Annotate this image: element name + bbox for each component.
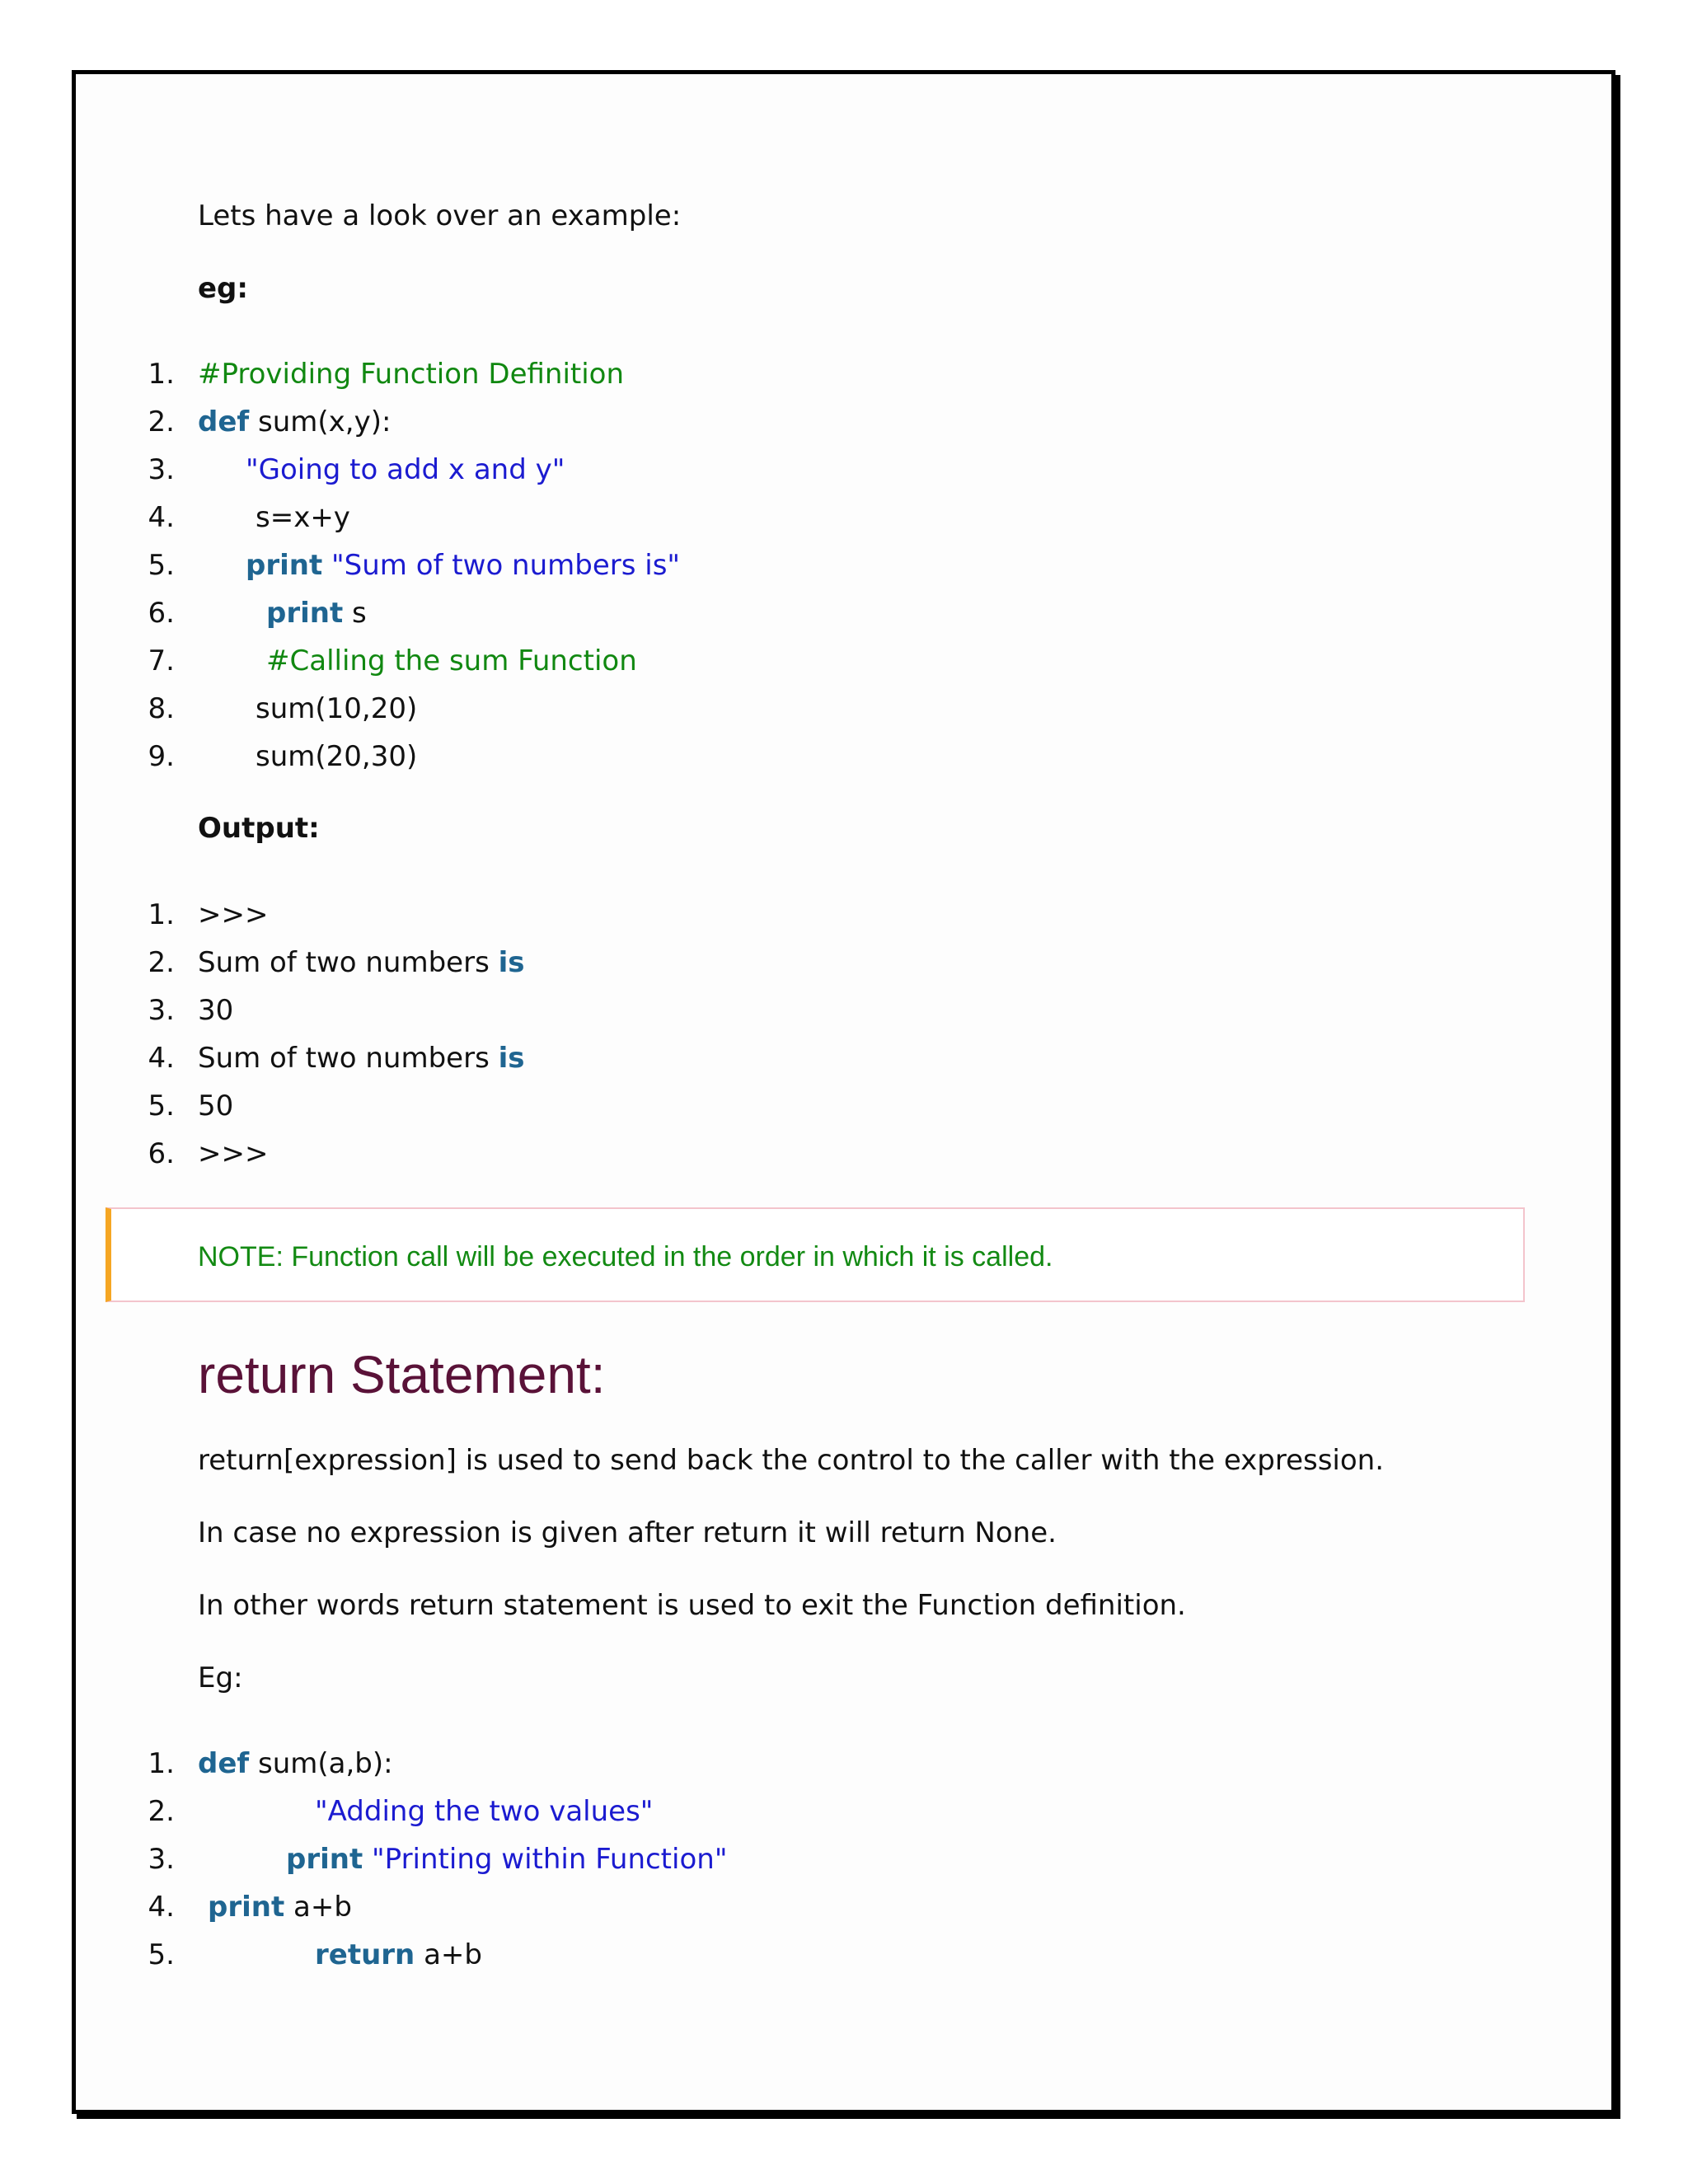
eg-label: Eg:: [198, 1661, 243, 1694]
code-string: "Printing within Function": [363, 1843, 728, 1876]
keyword: is: [498, 946, 525, 979]
line-number: 5.: [148, 1938, 175, 1971]
code-comment: #Calling the sum Function: [266, 644, 637, 677]
code-line: [246, 549, 680, 582]
line-number: 1.: [148, 1747, 175, 1780]
output-text: Sum of two numbers: [198, 1042, 499, 1075]
line-number: 8.: [148, 692, 175, 725]
code-text: sum(a,b):: [249, 1747, 393, 1780]
code-line: [198, 405, 391, 438]
code-text: s=x+y: [256, 501, 350, 534]
output-label: Output:: [198, 812, 320, 845]
keyword: print: [208, 1891, 285, 1924]
code-comment: #Providing Function Definition: [198, 358, 625, 391]
line-number: 3.: [148, 994, 175, 1027]
intro-text: Lets have a look over an example:: [198, 199, 682, 232]
line-number: 2.: [148, 946, 175, 979]
note-text: NOTE: Function call will be executed in the order in which it is called.: [198, 1241, 1053, 1272]
output-text: 50: [198, 1090, 234, 1122]
output-text: >>>: [198, 898, 269, 931]
keyword: return: [315, 1938, 415, 1971]
output-line: [198, 946, 525, 979]
keyword: def: [198, 1747, 250, 1780]
code-text: sum(x,y):: [249, 405, 392, 438]
code-line: [315, 1938, 482, 1971]
line-number: 5.: [148, 1090, 175, 1122]
code-line: [286, 1843, 727, 1876]
code-string: "Adding the two values": [315, 1795, 654, 1828]
keyword: is: [498, 1042, 525, 1075]
line-number: 4.: [148, 1891, 175, 1924]
line-number: 6.: [148, 597, 175, 630]
line-number: 1.: [148, 898, 175, 931]
output-text: Sum of two numbers: [198, 946, 499, 979]
paragraph: return[expression] is used to send back the control to the caller with the expression.: [198, 1444, 1385, 1477]
code-text: sum(10,20): [256, 692, 418, 725]
code-text: a+b: [284, 1891, 352, 1924]
code-string: "Sum of two numbers is": [322, 549, 681, 582]
line-number: 2.: [148, 1795, 175, 1828]
keyword: def: [198, 405, 250, 438]
line-number: 7.: [148, 644, 175, 677]
output-text: 30: [198, 994, 234, 1027]
code-line: [266, 597, 367, 630]
code-line: [198, 1747, 393, 1780]
output-line: [198, 1042, 525, 1075]
keyword: print: [246, 549, 323, 582]
line-number: 6.: [148, 1137, 175, 1170]
code-text: s: [343, 597, 367, 630]
paragraph: In other words return statement is used to exit the Function definition.: [198, 1589, 1186, 1622]
line-number: 3.: [148, 1843, 175, 1876]
line-number: 9.: [148, 740, 175, 773]
keyword: print: [266, 597, 344, 630]
eg-label: eg:: [198, 272, 248, 305]
output-text: >>>: [198, 1137, 269, 1170]
paragraph: In case no expression is given after return it will return None.: [198, 1516, 1057, 1549]
code-line: [208, 1891, 352, 1924]
code-text: a+b: [415, 1938, 482, 1971]
code-text: sum(20,30): [256, 740, 418, 773]
line-number: 3.: [148, 453, 175, 486]
line-number: 1.: [148, 358, 175, 391]
line-number: 4.: [148, 1042, 175, 1075]
line-number: 5.: [148, 549, 175, 582]
line-number: 2.: [148, 405, 175, 438]
keyword: print: [286, 1843, 363, 1876]
line-number: 4.: [148, 501, 175, 534]
section-heading: return Statement:: [198, 1345, 606, 1404]
code-string: "Going to add x and y": [246, 453, 565, 486]
